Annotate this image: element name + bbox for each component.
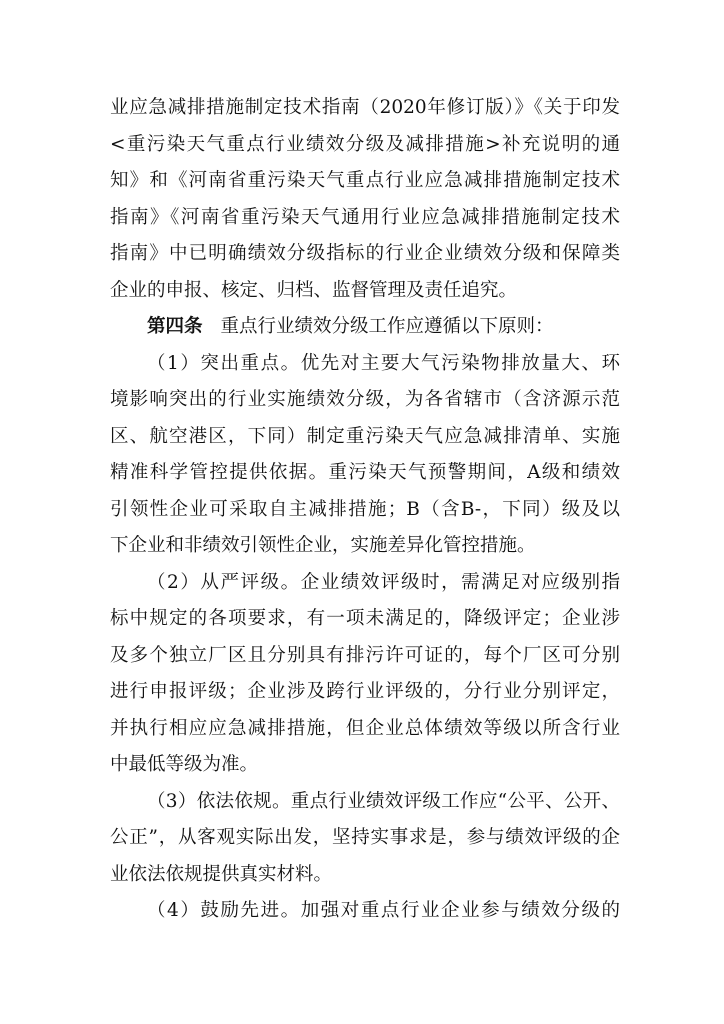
text-line: 境影响突出的行业实施绩效分级，为各省辖市（含济源示范: [110, 389, 620, 410]
text-line: （1）突出重点。优先对主要大气污染物排放量大、环: [147, 352, 620, 374]
text-line: 知》和《河南省重污染天气重点行业应急减排措施制定技术: [110, 170, 620, 191]
text-line: 并执行相应应急减排措施，但企业总体绩效等级以所含行业: [110, 717, 620, 739]
text-line: 下企业和非绩效引领性企业，实施差异化管控措施。: [110, 535, 536, 556]
article-heading: [110, 309, 620, 346]
text-line: 指南》中已明确绩效分级指标的行业企业绩效分级和保障类: [110, 243, 620, 264]
text-line: 业应急减排措施制定技术指南（2020年修订版）》《关于印发: [110, 97, 620, 118]
article-text: 重点行业绩效分级工作应遵循以下原则：: [220, 316, 554, 337]
text-line: 企业的申报、核定、归档、监督管理及责任追究。: [110, 279, 518, 301]
text-line: 指南》《河南省重污染天气通用行业应急减排措施制定技术: [110, 206, 620, 228]
article-label: 第四条: [147, 316, 203, 337]
text-line: 及多个独立厂区且分别具有排污许可证的，每个厂区可分别: [110, 644, 620, 666]
document-body: [110, 90, 620, 930]
text-line: 区、航空港区，下同）制定重污染天气应急减排清单、实施: [110, 425, 620, 447]
text-line: 业依法依规提供真实材料。: [110, 863, 333, 885]
text-line: （4）鼓励先进。加强对重点行业企业参与绩效分级的: [147, 900, 620, 921]
text-line: （2）从严评级。企业绩效评级时，需满足对应级别指: [147, 571, 620, 593]
text-line: （3）依法依规。重点行业绩效评级工作应“公平、公开、: [147, 790, 620, 812]
text-line: 标中规定的各项要求，有一项未满足的，降级评定；企业涉: [110, 608, 620, 629]
text-line: 进行申报评级；企业涉及跨行业评级的，分行业分别评定，: [110, 681, 620, 702]
text-line: <重污染天气重点行业绩效分级及减排措施>补充说明的通: [110, 133, 620, 155]
text-line: 精准科学管控提供依据。重污染天气预警期间，A级和绩效: [110, 462, 620, 483]
text-line: 公正”，从客观实际出发，坚持实事求是，参与绩效评级的企: [110, 827, 620, 848]
text-line: 引领性企业可采取自主减排措施；B（含B-，下同）级及以: [110, 498, 620, 520]
text-line: 中最低等级为准。: [110, 754, 259, 775]
